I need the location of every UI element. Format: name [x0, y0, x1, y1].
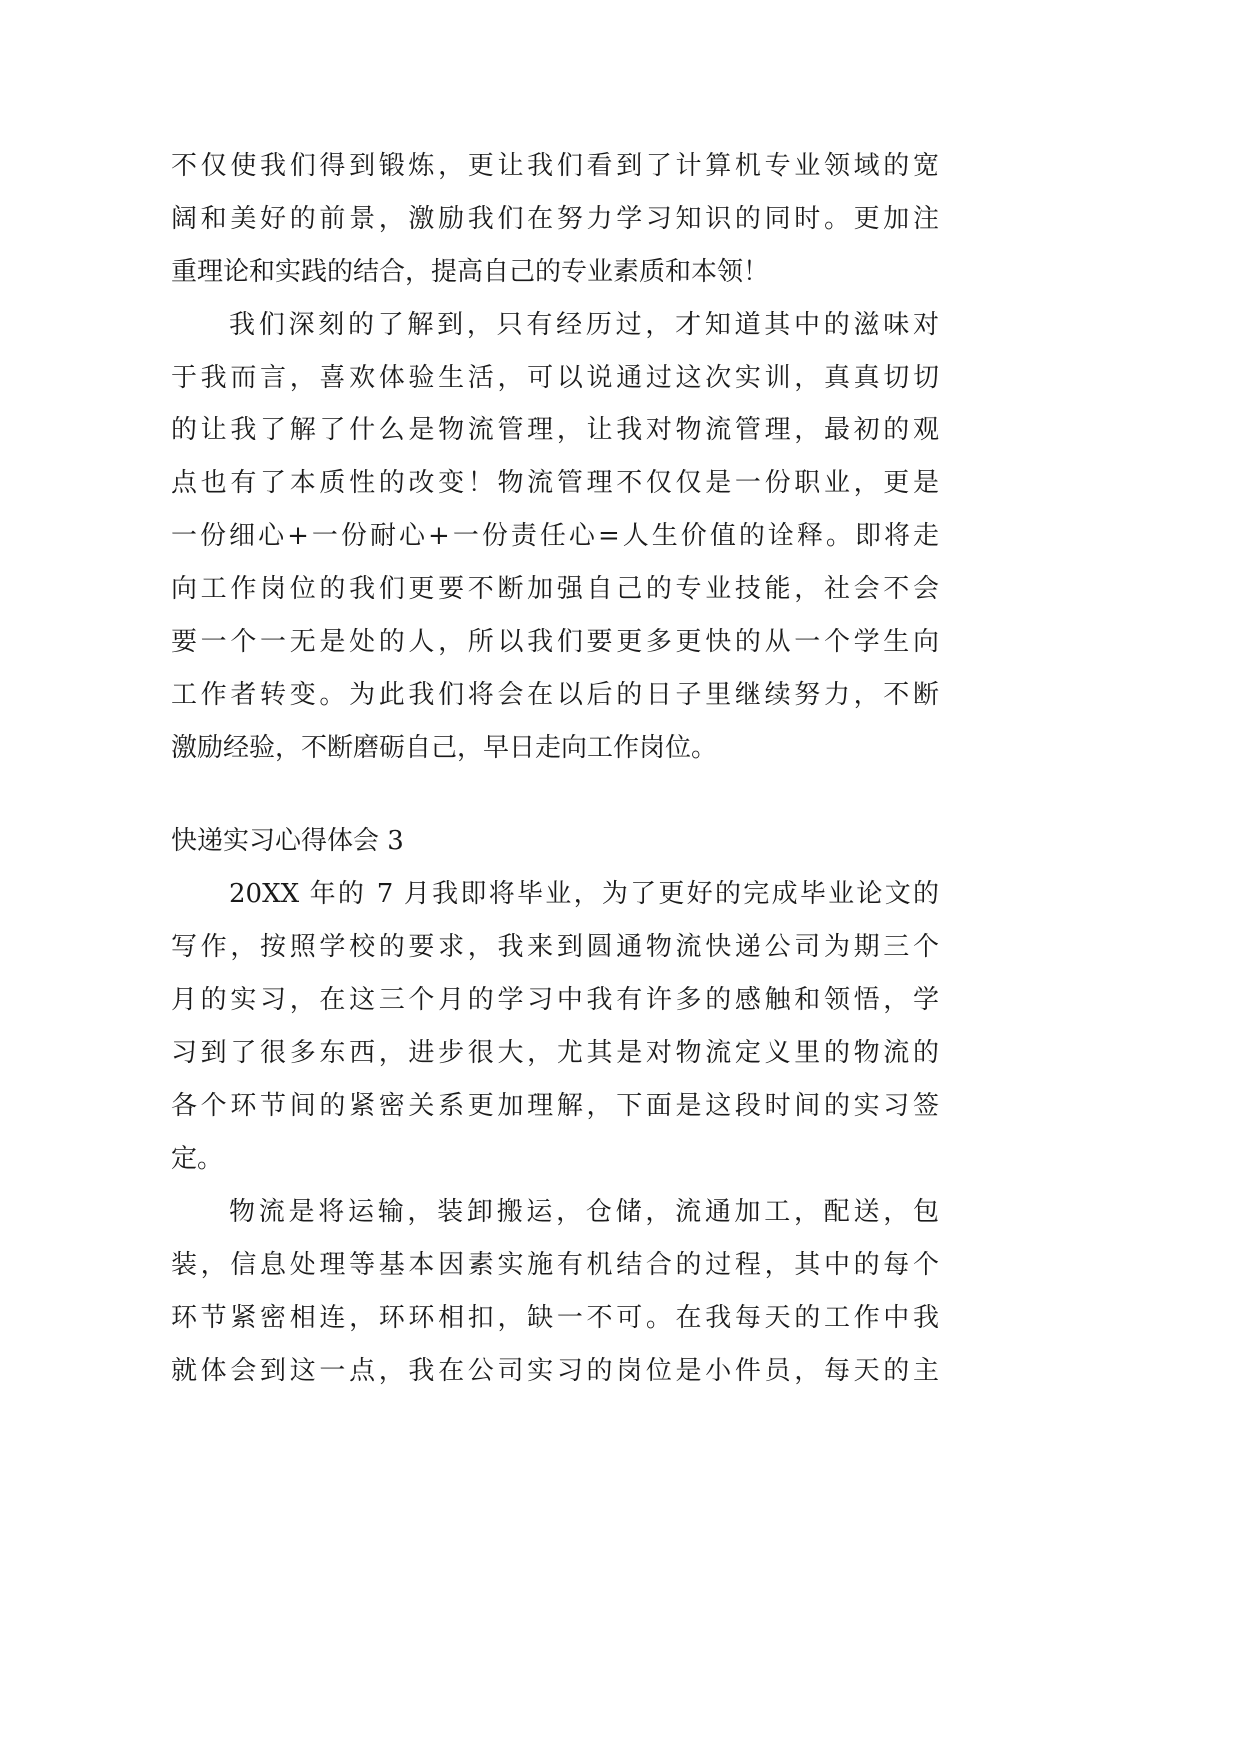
text-line: 于我而言，喜欢体验生活，可以说通过这次实训，真真切切 [171, 363, 939, 393]
text-line: 装，信息处理等基本因素实施有机结合的过程，其中的每个 [171, 1250, 939, 1280]
section-heading: 快递实习心得体会 3 [171, 826, 404, 856]
text-line: 习到了很多东西，进步很大，尤其是对物流定义里的物流的 [171, 1038, 939, 1068]
text-line: 点也有了本质性的改变！物流管理不仅仅是一份职业，更是 [171, 468, 939, 498]
text-line: 写作，按照学校的要求，我来到圆通物流快递公司为期三个 [171, 932, 939, 962]
text-line: 激励经验，不断磨砺自己，早日走向工作岗位。 [171, 733, 718, 763]
text-line: 一份细心+一份耐心+一份责任心=人生价值的诠释。即将走 [171, 521, 939, 551]
text-line: 工作者转变。为此我们将会在以后的日子里继续努力，不断 [171, 680, 939, 710]
text-line: 我们深刻的了解到，只有经历过，才知道其中的滋味对 [229, 310, 939, 340]
text-line: 重理论和实践的结合，提高自己的专业素质和本领！ [171, 257, 770, 287]
text-line: 要一个一无是处的人，所以我们要更多更快的从一个学生向 [171, 627, 939, 657]
text-line: 环节紧密相连，环环相扣，缺一不可。在我每天的工作中我 [171, 1303, 939, 1333]
text-line: 向工作岗位的我们更要不断加强自己的专业技能，社会不会 [171, 574, 939, 604]
text-line: 月的实习，在这三个月的学习中我有许多的感触和领悟，学 [171, 985, 939, 1015]
text-line: 阔和美好的前景，激励我们在努力学习知识的同时。更加注 [171, 204, 939, 234]
text-line: 不仅使我们得到锻炼，更让我们看到了计算机专业领域的宽 [171, 151, 939, 181]
text-line: 20XX 年的 7 月我即将毕业，为了更好的完成毕业论文的 [229, 879, 939, 909]
text-line: 定。 [171, 1144, 224, 1174]
text-line: 的让我了解了什么是物流管理，让我对物流管理，最初的观 [171, 415, 939, 445]
text-line: 就体会到这一点，我在公司实习的岗位是小件员，每天的主 [171, 1356, 939, 1386]
text-line: 物流是将运输，装卸搬运，仓储，流通加工，配送，包 [229, 1197, 939, 1227]
text-line: 各个环节间的紧密关系更加理解，下面是这段时间的实习签 [171, 1091, 939, 1121]
